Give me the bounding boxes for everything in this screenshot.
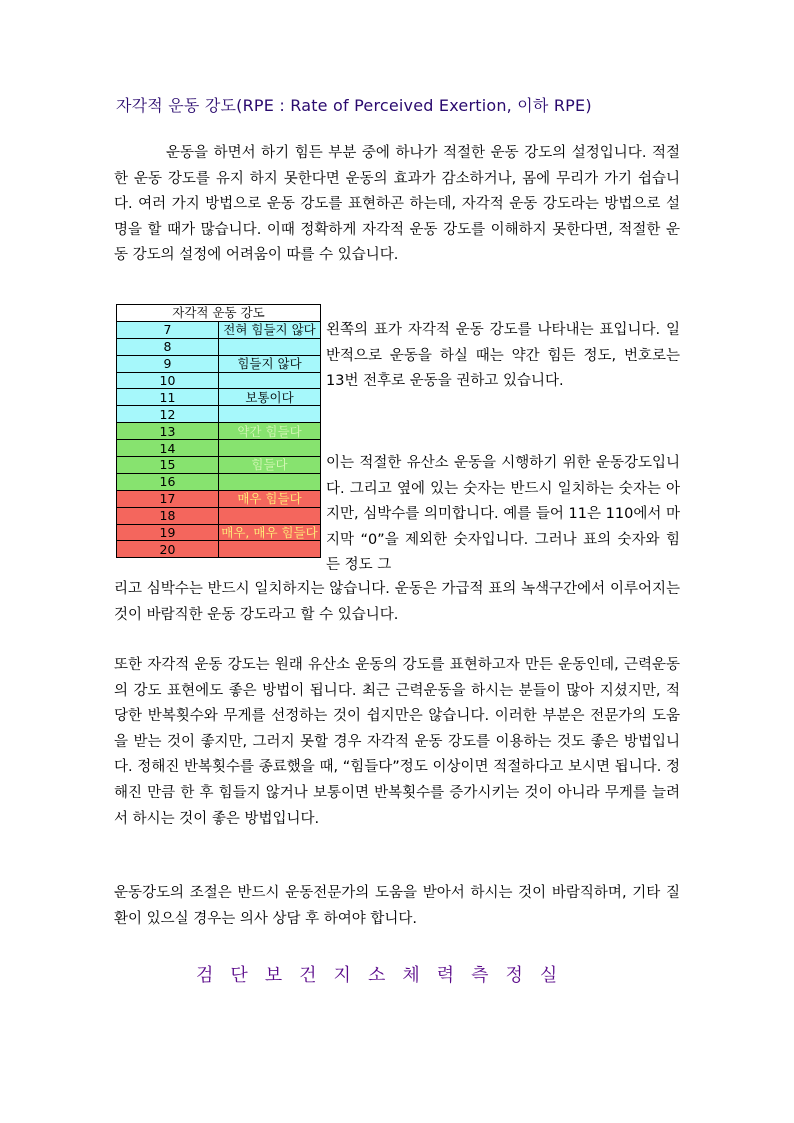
intro-paragraph	[114, 141, 680, 269]
rpe-number: 17	[117, 490, 219, 507]
strength-paragraph: 또한 자각적 운동 강도는 원래 유산소 운동의 강도를 표현하고자 만든 운동인데, 근력운동의 강도 표현에도 좋은 방법이 됩니다. 최근 근력운동을 하시는 분들이 많아 지셨지만, 적당한 반복횟수와 무게를 선정하는 것이 쉽지만은 않습니다. 이러한 부분은 전문가의 도움을 받는 것이 좋지만, 그러지 못할 경우 자각적 운동 강도를 이용하는 것도 좋은 방법입니다. 정해진 반복횟수를 종료했을 때, “힘들다”정도 이상이면 적절하다고 보시면 됩니다. 정해진 만큼 한 후 힘들지 않거나 보통이면 반복횟수를 증가시키는 것이 아니라 무게를 늘려서 하시는 것이 좋은 방법입니다.	[114, 657, 680, 827]
aerobic-paragraph-continued: 리고 심박수는 반드시 일치하지는 않습니다. 운동은 가급적 표의 녹색구간에서 이루어지는 것이 바람직한 운동 강도라고 할 수 있습니다.	[114, 581, 680, 623]
rpe-number: 7	[117, 321, 219, 338]
rpe-row	[117, 507, 321, 524]
rpe-table-header: 자각적 운동 강도	[117, 305, 321, 322]
rpe-row	[117, 457, 321, 474]
advice-paragraph: 운동강도의 조절은 반드시 운동전문가의 도움을 받아서 하시는 것이 바람직하며, 기타 질환이 있으실 경우는 의사 상담 후 하여야 합니다.	[114, 885, 680, 927]
rpe-row	[117, 440, 321, 457]
rpe-row	[117, 473, 321, 490]
rpe-number: 15	[117, 457, 219, 474]
rpe-label	[219, 541, 321, 558]
rpe-label	[219, 406, 321, 423]
rpe-row	[117, 406, 321, 423]
rpe-label	[219, 372, 321, 389]
rpe-label: 힘들다	[219, 457, 321, 474]
rpe-label: 약간 힘들다	[219, 423, 321, 440]
rpe-label	[219, 338, 321, 355]
rpe-number: 10	[117, 372, 219, 389]
rpe-table	[116, 304, 321, 558]
rpe-label: 매우 힘들다	[219, 490, 321, 507]
rpe-number: 14	[117, 440, 219, 457]
footer-organization: 검단보건지소체력측정실	[196, 965, 575, 986]
rpe-row	[117, 355, 321, 372]
rpe-row	[117, 524, 321, 541]
rpe-number: 13	[117, 423, 219, 440]
rpe-row	[117, 372, 321, 389]
rpe-row	[117, 389, 321, 406]
rpe-label: 보통이다	[219, 389, 321, 406]
rpe-row	[117, 541, 321, 558]
rpe-table-header-row	[117, 305, 321, 322]
rpe-number: 16	[117, 473, 219, 490]
intro-text: 운동을 하면서 하기 힘든 부분 중에 하나가 적절한 운동 강도의 설정입니다. 적절한 운동 강도를 유지 하지 못한다면 운동의 효과가 감소하거나, 몸에 무리가 가기 쉽습니다. 여러 가지 방법으로 운동 강도를 표현하곤 하는데, 자각적 운동 강도라는 방법으로 설명을 할 때가 많습니다. 이때 정확하게 자각적 운동 강도를 이해하지 못한다면, 적절한 운동 강도의 설정에 어려움이 따를 수 있습니다.	[114, 145, 680, 264]
rpe-row	[117, 321, 321, 338]
rpe-label: 힘들지 않다	[219, 355, 321, 372]
rpe-label	[219, 440, 321, 457]
page-title: 자각적 운동 강도(RPE : Rate of Perceived Exertion, 이하 RPE)	[116, 96, 592, 115]
rpe-row	[117, 338, 321, 355]
rpe-number: 19	[117, 524, 219, 541]
rpe-number: 12	[117, 406, 219, 423]
rpe-number: 11	[117, 389, 219, 406]
aerobic-paragraph: 이는 적절한 유산소 운동을 시행하기 위한 운동강도입니다. 그리고 옆에 있는 숫자는 반드시 일치하는 숫자는 아지만, 심박수를 의미합니다. 예를 들어 11은 110에서 마지막 “0”을 제외한 숫자입니다. 그러나 표의 숫자와 힘든 정도 그	[326, 455, 680, 574]
rpe-label: 매우, 매우 힘들다	[219, 524, 321, 541]
rpe-row	[117, 423, 321, 440]
rpe-label	[219, 507, 321, 524]
rpe-row	[117, 490, 321, 507]
rpe-number: 8	[117, 338, 219, 355]
rpe-number: 9	[117, 355, 219, 372]
rpe-label	[219, 473, 321, 490]
table-description-paragraph: 왼쪽의 표가 자각적 운동 강도를 나타내는 표입니다. 일반적으로 운동을 하실 때는 약간 힘든 정도, 번호로는 13번 전후로 운동을 권하고 있습니다.	[326, 322, 680, 390]
rpe-number: 20	[117, 541, 219, 558]
rpe-label: 전혀 힘들지 않다	[219, 321, 321, 338]
rpe-number: 18	[117, 507, 219, 524]
